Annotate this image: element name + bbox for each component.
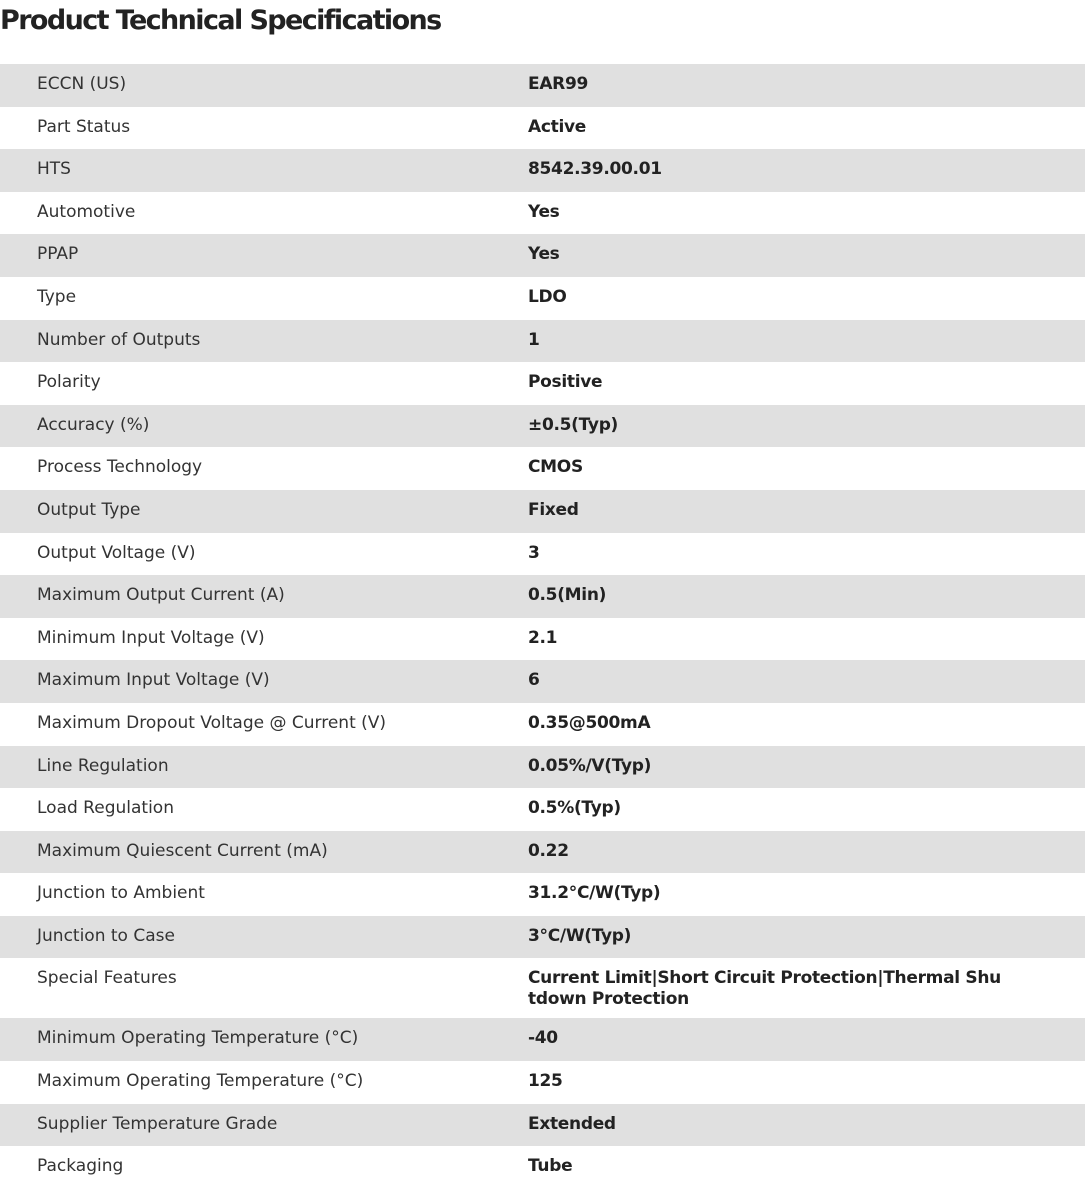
- spec-row-part-status: [0, 107, 1085, 150]
- spec-label: Special Features: [37, 968, 177, 989]
- spec-value: Active: [528, 116, 586, 137]
- spec-value: ±0.5(Typ): [528, 414, 619, 435]
- spec-label: Polarity: [37, 372, 101, 393]
- spec-label: Junction to Case: [37, 925, 175, 946]
- spec-value: CMOS: [528, 457, 583, 478]
- spec-label: Maximum Operating Temperature (°C): [37, 1071, 364, 1092]
- spec-value: 125: [528, 1071, 563, 1092]
- spec-label: Number of Outputs: [37, 329, 201, 350]
- spec-value: 0.35@500mA: [528, 712, 651, 733]
- spec-table: [0, 64, 1085, 1189]
- spec-row-type: [0, 277, 1085, 320]
- spec-value: Yes: [528, 201, 560, 222]
- spec-value: LDO: [528, 286, 567, 307]
- spec-value: Yes: [528, 244, 560, 265]
- spec-label: Part Status: [37, 116, 131, 137]
- spec-row-process-technology: [0, 447, 1085, 490]
- spec-label: Maximum Quiescent Current (mA): [37, 840, 328, 861]
- spec-value: 2.1: [528, 627, 558, 648]
- spec-label: Minimum Input Voltage (V): [37, 627, 265, 648]
- spec-row-min-input-voltage: [0, 618, 1085, 661]
- spec-row-junction-to-case: [0, 916, 1085, 959]
- spec-value: Extended: [528, 1113, 616, 1134]
- spec-row-line-regulation: [0, 746, 1085, 789]
- spec-label: ECCN (US): [37, 74, 127, 94]
- spec-row-ppap: [0, 234, 1085, 277]
- spec-row-packaging: [0, 1146, 1085, 1189]
- spec-value: 31.2°C/W(Typ): [528, 883, 661, 904]
- spec-value: 0.5(Min): [528, 585, 607, 606]
- spec-value: 0.22: [528, 840, 569, 861]
- spec-value: Tube: [528, 1156, 573, 1177]
- spec-label: Packaging: [37, 1156, 124, 1177]
- spec-value: 0.5%(Typ): [528, 798, 621, 819]
- spec-row-min-operating-temp: [0, 1018, 1085, 1061]
- spec-row-junction-to-ambient: [0, 873, 1085, 916]
- spec-label: Maximum Output Current (A): [37, 585, 285, 606]
- spec-label: PPAP: [37, 244, 79, 265]
- spec-row-max-output-current: [0, 575, 1085, 618]
- spec-value: 8542.39.00.01: [528, 159, 662, 180]
- spec-row-hts: [0, 149, 1085, 192]
- spec-row-special-features: [0, 958, 1085, 1018]
- spec-value: 6: [528, 670, 540, 691]
- spec-label: Accuracy (%): [37, 414, 150, 435]
- page-title: Product Technical Specifications: [0, 5, 441, 36]
- spec-row-output-type: [0, 490, 1085, 533]
- spec-row-supplier-temp-grade: [0, 1104, 1085, 1147]
- spec-row-automotive: [0, 192, 1085, 235]
- spec-value: -40: [528, 1028, 558, 1049]
- spec-label: Output Type: [37, 499, 141, 520]
- spec-label: Minimum Operating Temperature (°C): [37, 1028, 359, 1049]
- spec-row-max-operating-temp: [0, 1061, 1085, 1104]
- spec-label: Load Regulation: [37, 798, 174, 819]
- spec-row-accuracy: [0, 405, 1085, 448]
- spec-row-max-quiescent-current: [0, 831, 1085, 874]
- spec-label: HTS: [37, 159, 71, 180]
- spec-row-max-input-voltage: [0, 660, 1085, 703]
- spec-value: Fixed: [528, 499, 579, 520]
- spec-label: Supplier Temperature Grade: [37, 1113, 278, 1134]
- spec-value: Current Limit|Short Circuit Protection|Thermal Shutdown Protection: [528, 968, 1001, 1010]
- spec-row-load-regulation: [0, 788, 1085, 831]
- spec-value: 3°C/W(Typ): [528, 925, 632, 946]
- spec-label: Process Technology: [37, 457, 203, 478]
- spec-value: Positive: [528, 372, 603, 393]
- spec-value: 0.05%/V(Typ): [528, 755, 652, 776]
- spec-label: Maximum Input Voltage (V): [37, 670, 270, 691]
- spec-row-output-voltage: [0, 533, 1085, 576]
- spec-label: Maximum Dropout Voltage @ Current (V): [37, 712, 387, 733]
- spec-label: Automotive: [37, 201, 136, 222]
- spec-label: Line Regulation: [37, 755, 169, 776]
- spec-label: Junction to Ambient: [37, 883, 205, 904]
- spec-value: EAR99: [528, 74, 589, 94]
- spec-value: 3: [528, 542, 540, 563]
- spec-row-number-of-outputs: [0, 320, 1085, 363]
- spec-row-eccn: [0, 64, 1085, 107]
- spec-label: Output Voltage (V): [37, 542, 196, 563]
- spec-label: Type: [37, 286, 77, 307]
- spec-value: 1: [528, 329, 540, 350]
- spec-row-polarity: [0, 362, 1085, 405]
- spec-row-max-dropout-voltage: [0, 703, 1085, 746]
